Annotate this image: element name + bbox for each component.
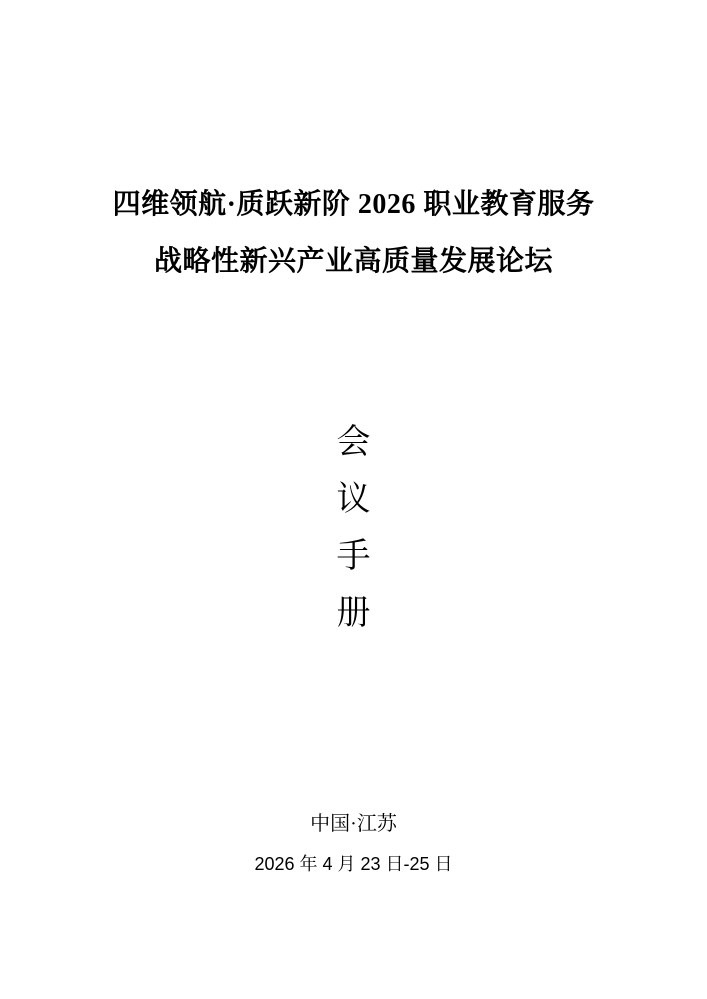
- cover-footer-block: [0, 810, 707, 878]
- booklet-title-char-3: 手: [336, 538, 371, 575]
- event-date: 2026 年 4 月 23 日-25 日: [254, 854, 453, 874]
- cover-title-block: [0, 176, 707, 290]
- event-location: 中国·江苏: [310, 813, 397, 835]
- cover-title-line1: 四维领航·质跃新阶 2026 职业教育服务: [112, 189, 595, 220]
- cover-title-line2: 战略性新兴产业高质量发展论坛: [153, 246, 553, 277]
- booklet-title-char-1: 会: [336, 424, 371, 461]
- booklet-title-char-4: 册: [336, 595, 371, 632]
- booklet-title-block: [0, 414, 707, 642]
- booklet-title-char-2: 议: [336, 481, 371, 518]
